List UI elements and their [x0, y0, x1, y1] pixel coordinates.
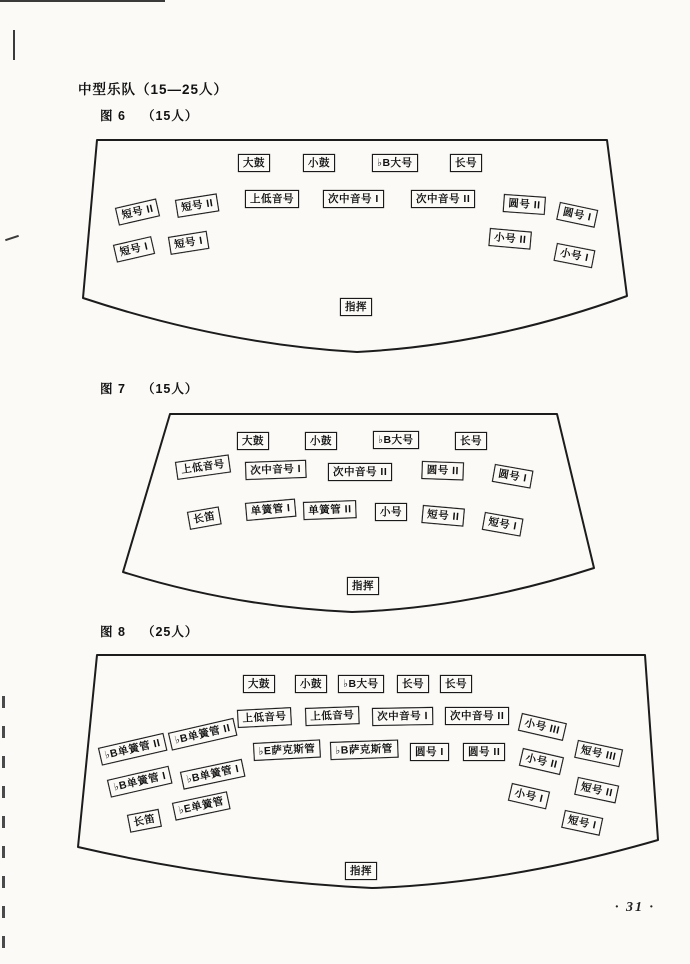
seat-box: 短号 I	[482, 512, 523, 537]
figure6-caption-count: （15人）	[141, 109, 199, 123]
figure6-caption	[100, 106, 198, 124]
page-number: · 31 ·	[615, 900, 655, 915]
seat-box: 圆号 II	[503, 194, 546, 215]
seat-box: 圆号 II	[463, 743, 505, 761]
seat-box: ♭B单簧管 II	[98, 733, 167, 766]
seat-layer	[80, 135, 635, 363]
scan-artifact	[0, 0, 165, 2]
seat-box: 圆号 I	[556, 202, 598, 228]
seat-box: 次中音号 I	[245, 460, 306, 480]
figure-8-stage-diagram	[75, 645, 665, 895]
figure-6-stage-diagram	[80, 135, 635, 363]
seat-box: 小鼓	[295, 675, 327, 693]
seat-box: 长号	[397, 675, 429, 693]
seat-box: 长号	[450, 154, 482, 172]
seat-box: 短号 III	[574, 740, 622, 767]
seat-box: 短号 I	[113, 236, 155, 262]
seat-box: 小号 II	[519, 748, 564, 775]
seat-box: 小号 III	[518, 713, 567, 741]
conductor-box: 指挥	[345, 862, 377, 880]
seat-box: 小号 I	[554, 243, 596, 268]
page-title: 中型乐队（15—25人）	[78, 82, 229, 97]
seat-box: 长号	[440, 675, 472, 693]
seat-box: 上低音号	[237, 707, 292, 728]
seat-box: 圆号 I	[410, 743, 449, 761]
figure7-caption	[100, 379, 198, 397]
seat-box: 短号 II	[574, 777, 619, 804]
seat-box: ♭E萨克斯管	[253, 739, 321, 761]
seat-box: 上低音号	[245, 190, 299, 208]
seat-box: ♭B大号	[373, 431, 419, 449]
seat-box: ♭B单簧管 I	[180, 759, 246, 790]
seat-box: 大鼓	[238, 154, 270, 172]
seat-layer	[115, 400, 605, 618]
figure6-caption-label: 图 6	[100, 109, 126, 123]
figure-7-stage-diagram	[115, 400, 605, 618]
seat-box: 大鼓	[237, 432, 269, 450]
seat-box: 圆号 I	[492, 464, 533, 489]
seat-box: 次中音号 II	[411, 190, 475, 208]
figure8-caption-count: （25人）	[141, 625, 199, 639]
seat-box: ♭E单簧管	[172, 791, 231, 820]
conductor-box: 指挥	[340, 298, 372, 316]
scan-artifact	[13, 30, 15, 60]
seat-box: 次中音号 II	[328, 463, 392, 481]
conductor-box: 指挥	[347, 577, 379, 595]
figure8-caption-label: 图 8	[100, 625, 126, 639]
seat-box: 小号 I	[508, 783, 550, 809]
seat-box: 短号 II	[175, 193, 220, 218]
seat-box: ♭B单簧管 I	[107, 766, 173, 798]
seat-box: 单簧管 II	[303, 500, 357, 520]
seat-box: 小号 II	[488, 228, 532, 250]
seat-box: 短号 II	[421, 505, 465, 527]
seat-box: ♭B萨克斯管	[330, 740, 398, 760]
figure8-caption	[100, 622, 198, 640]
seat-box: 短号 I	[561, 810, 603, 836]
seat-box: 长笛	[187, 506, 222, 529]
seat-box: 长笛	[127, 809, 162, 833]
seat-box: 次中音号 I	[372, 707, 433, 726]
seat-box: 次中音号 II	[445, 707, 509, 725]
seat-box: 大鼓	[243, 675, 275, 693]
seat-layer	[75, 645, 665, 895]
seat-box: 次中音号 I	[323, 190, 384, 208]
seat-box: 短号 II	[115, 198, 160, 225]
seat-box: 短号 I	[168, 231, 209, 255]
figure7-caption-label: 图 7	[100, 382, 126, 396]
seat-box: 小鼓	[305, 432, 337, 450]
seat-box: 上低音号	[305, 706, 360, 726]
seat-box: ♭B大号	[372, 154, 418, 172]
seat-box: 单簧管 I	[245, 499, 296, 521]
binding-edge-dashes	[2, 696, 5, 958]
seat-box: 小鼓	[303, 154, 335, 172]
scan-artifact	[5, 235, 19, 241]
seat-box: ♭B单簧管 II	[168, 718, 237, 751]
seat-box: 长号	[455, 432, 487, 450]
seat-box: 小号	[375, 503, 407, 521]
figure7-caption-count: （15人）	[141, 382, 199, 396]
seat-box: ♭B大号	[338, 675, 384, 693]
seat-box: 上低音号	[175, 454, 231, 479]
seat-box: 圆号 II	[421, 461, 464, 481]
